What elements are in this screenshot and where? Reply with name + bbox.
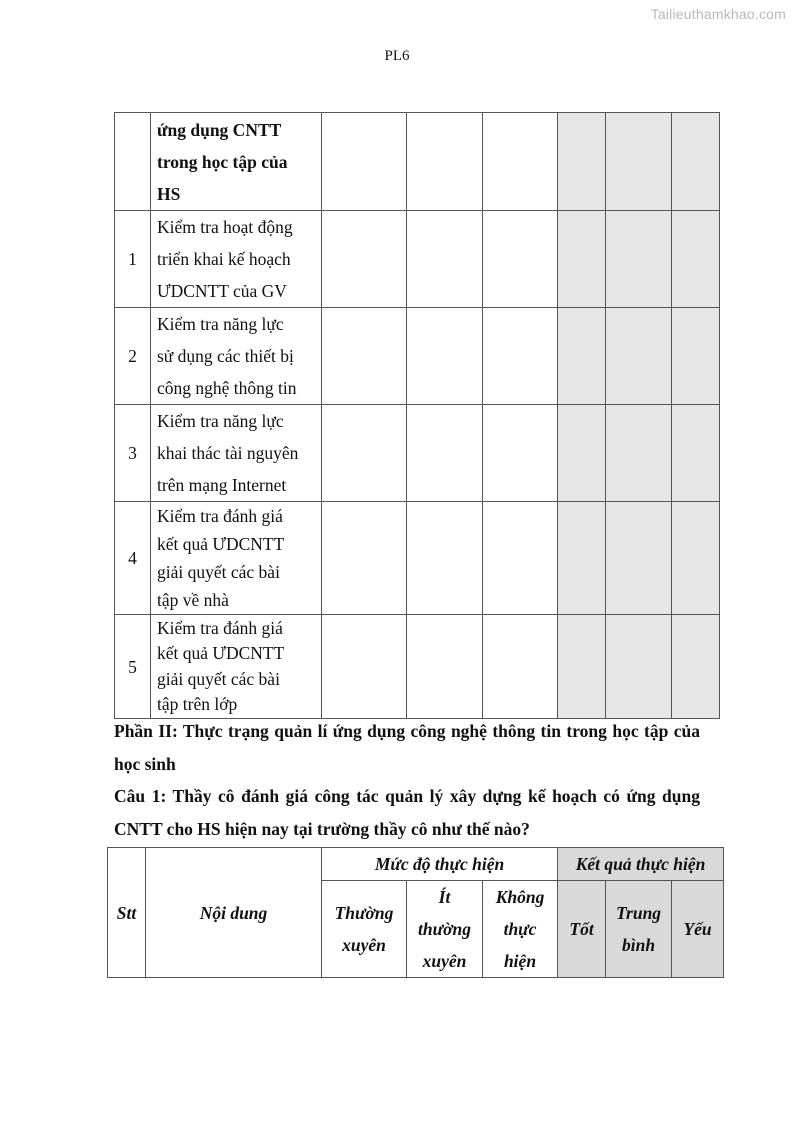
evaluation-table-continued [114,112,720,719]
stt-cell: 5 [115,615,151,719]
content-cell: ứng dụng CNTT trong học tập của HS [151,113,322,211]
cell-yeu [672,113,720,211]
header-khong-thuc-hien: Không thực hiện [483,881,558,978]
table-row [115,502,720,615]
content-cell: Kiểm tra năng lực khai thác tài nguyên trên mạng Internet [151,405,322,502]
cell-it-thuong-xuyen [407,113,483,211]
header-tot: Tốt [558,881,606,978]
table-row [115,615,720,719]
cell-tot [558,113,606,211]
section-heading: Phần II: Thực trạng quản lí ứng dụng công nghệ thông tin trong học tập của học sinh [114,721,700,774]
header-ket-qua: Kết quả thực hiện [558,848,724,881]
content-cell: Kiểm tra đánh giá kết quả ƯDCNTT giải quyết các bài tập về nhà [151,502,322,615]
header-noi-dung: Nội dung [146,848,322,978]
cell-thuong-xuyen [322,113,407,211]
page-number: PL6 [384,48,410,64]
survey-header-table [107,847,724,978]
header-stt: Stt [108,848,146,978]
stt-cell: 3 [115,405,151,502]
question-text: Câu 1: Thầy cô đánh giá công tác quản lý xây dựng kế hoạch có ứng dụng CNTT cho HS hiện nay tại trường thầy cô như thế nào? [114,786,700,839]
header-yeu: Yếu [672,881,724,978]
header-it-thuong-xuyen: Ít thường xuyên [407,881,483,978]
header-muc-do: Mức độ thực hiện [322,848,558,881]
content-cell: Kiểm tra năng lực sử dụng các thiết bị công nghệ thông tin [151,308,322,405]
cell-khong-thuc-hien [483,113,558,211]
stt-cell [115,113,151,211]
header-trung-binh: Trung bình [606,881,672,978]
content-cell: Kiểm tra đánh giá kết quả ƯDCNTT giải quyết các bài tập trên lớp [151,615,322,719]
table-row [115,211,720,308]
table-row [115,113,720,211]
watermark: Tailieuthamkhao.com [650,6,786,22]
stt-cell: 2 [115,308,151,405]
stt-cell: 1 [115,211,151,308]
content-cell: Kiểm tra hoạt động triển khai kế hoạch ƯDCNTT của GV [151,211,322,308]
header-thuong-xuyen: Thường xuyên [322,881,407,978]
cell-trung-binh [606,113,672,211]
stt-cell: 4 [115,502,151,615]
table-row [115,308,720,405]
table-row [115,405,720,502]
